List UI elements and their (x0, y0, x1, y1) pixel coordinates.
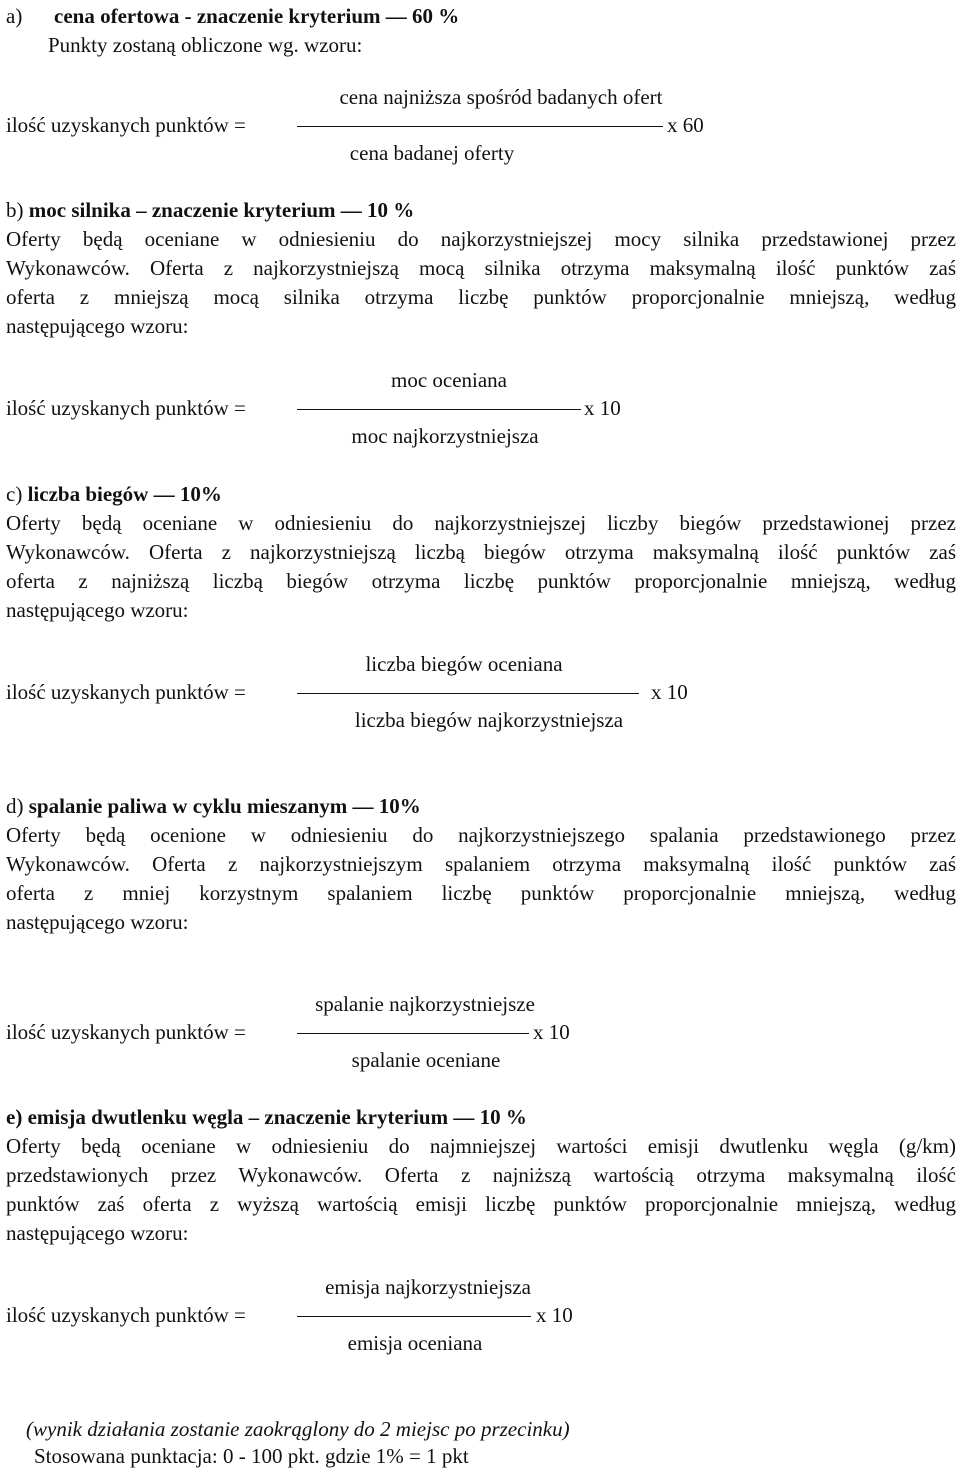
formula-e-lhs: ilość uzyskanych punktów = (6, 1303, 246, 1327)
formula-e-denominator: emisja oceniana (347, 1331, 483, 1355)
section-a-intro: Punkty zostaną obliczone wg. wzoru: (48, 33, 363, 57)
formula-a-lhs: ilość uzyskanych punktów = (6, 113, 246, 137)
formula-d (0, 990, 960, 1076)
section-b-line-2: Wykonawców. Oferta z najkorzystniejszą mocą silnika otrzyma maksymalną ilość punktów zaś (6, 256, 956, 280)
formula-b-numerator: moc oceniana (390, 368, 508, 392)
formula-a-multiplier: x 60 (667, 113, 704, 137)
section-c-line-2: Wykonawców. Oferta z najkorzystniejszą liczbą biegów otrzyma maksymalną ilość punktów zaś (6, 540, 956, 564)
formula-e-multiplier: x 10 (536, 1303, 573, 1327)
section-a-heading (6, 2, 956, 31)
formula-b-fraction-bar (297, 409, 581, 410)
formula-c-fraction-bar (297, 693, 639, 694)
section-e-line-2: przedstawionych przez Wykonawców. Oferta z najniższą wartością otrzyma maksymalną ilość (6, 1163, 956, 1187)
formula-e (0, 1273, 960, 1359)
section-c-line-1: Oferty będą oceniane w odniesieniu do najkorzystniejszej liczby biegów przedstawionej przez (6, 511, 956, 535)
formula-a (0, 83, 960, 169)
section-a-title: cena ofertowa - znaczenie kryterium — 60 % (54, 4, 460, 28)
formula-b-multiplier: x 10 (584, 396, 621, 420)
formula-c (0, 650, 960, 736)
section-b-line-3: oferta z mniejszą mocą silnika otrzyma liczbę punktów proporcjonalnie mniejszą, według (6, 285, 956, 309)
section-c-heading (6, 480, 956, 509)
section-c-title: liczba biegów — 10% (27, 482, 222, 506)
section-d-heading (6, 792, 956, 821)
formula-a-denominator: cena badanej oferty (349, 141, 515, 165)
formula-d-lhs: ilość uzyskanych punktów = (6, 1020, 246, 1044)
rounding-note: (wynik działania zostanie zaokrąglony do 2 miejsc po przecinku) (26, 1417, 570, 1441)
section-b-line-4: następującego wzoru: (6, 314, 189, 338)
section-e-line-1: Oferty będą oceniane w odniesieniu do najmniejszej wartości emisji dwutlenku węgla (g/km) (6, 1134, 956, 1158)
formula-d-fraction-bar (297, 1033, 529, 1034)
formula-a-numerator: cena najniższa spośród badanych ofert (339, 85, 663, 109)
section-d-title: spalanie paliwa w cyklu mieszanym — 10% (28, 794, 421, 818)
scoring-footer: Stosowana punktacja: 0 - 100 pkt. gdzie 1% = 1 pkt (34, 1444, 469, 1468)
section-c-line-3: oferta z najniższą liczbą biegów otrzyma liczbę punktów proporcjonalnie mniejszą, według (6, 569, 956, 593)
section-b-title: moc silnika – znaczenie kryterium — 10 % (28, 198, 415, 222)
section-b-heading (6, 196, 956, 225)
section-e-heading (6, 1103, 956, 1132)
section-a-marker: a) (6, 4, 23, 28)
formula-d-numerator: spalanie najkorzystniejsze (315, 992, 535, 1016)
formula-c-multiplier: x 10 (651, 680, 688, 704)
formula-c-numerator: liczba biegów oceniana (365, 652, 563, 676)
section-c-marker: c) (6, 482, 23, 506)
section-d-line-2: Wykonawców. Oferta z najkorzystniejszym spalaniem otrzyma maksymalną ilość punktów zaś (6, 852, 956, 876)
section-c-line-4: następującego wzoru: (6, 598, 189, 622)
formula-d-multiplier: x 10 (533, 1020, 570, 1044)
section-d-marker: d) (6, 794, 24, 818)
formula-e-fraction-bar (297, 1316, 531, 1317)
formula-b-lhs: ilość uzyskanych punktów = (6, 396, 246, 420)
section-e-line-4: następującego wzoru: (6, 1221, 189, 1245)
section-e-title: e) emisja dwutlenku węgla – znaczenie kryterium — 10 % (6, 1105, 527, 1129)
formula-a-fraction-bar (297, 126, 663, 127)
formula-b (0, 366, 960, 452)
formula-d-denominator: spalanie oceniane (351, 1048, 501, 1072)
section-d-line-3: oferta z mniej korzystnym spalaniem liczbę punktów proporcjonalnie mniejszą, według (6, 881, 956, 905)
formula-c-lhs: ilość uzyskanych punktów = (6, 680, 246, 704)
section-b-marker: b) (6, 198, 24, 222)
formula-e-numerator: emisja najkorzystniejsza (325, 1275, 531, 1299)
section-e-line-3: punktów zaś oferta z wyższą wartością emisji liczbę punktów proporcjonalnie mniejszą, według (6, 1192, 956, 1216)
formula-b-denominator: moc najkorzystniejsza (351, 424, 539, 448)
section-d-line-4: następującego wzoru: (6, 910, 189, 934)
section-d-line-1: Oferty będą ocenione w odniesieniu do najkorzystniejszego spalania przedstawionego przez (6, 823, 956, 847)
section-b-line-1: Oferty będą oceniane w odniesieniu do najkorzystniejszej mocy silnika przedstawionej przez (6, 227, 956, 251)
formula-c-denominator: liczba biegów najkorzystniejsza (354, 708, 624, 732)
